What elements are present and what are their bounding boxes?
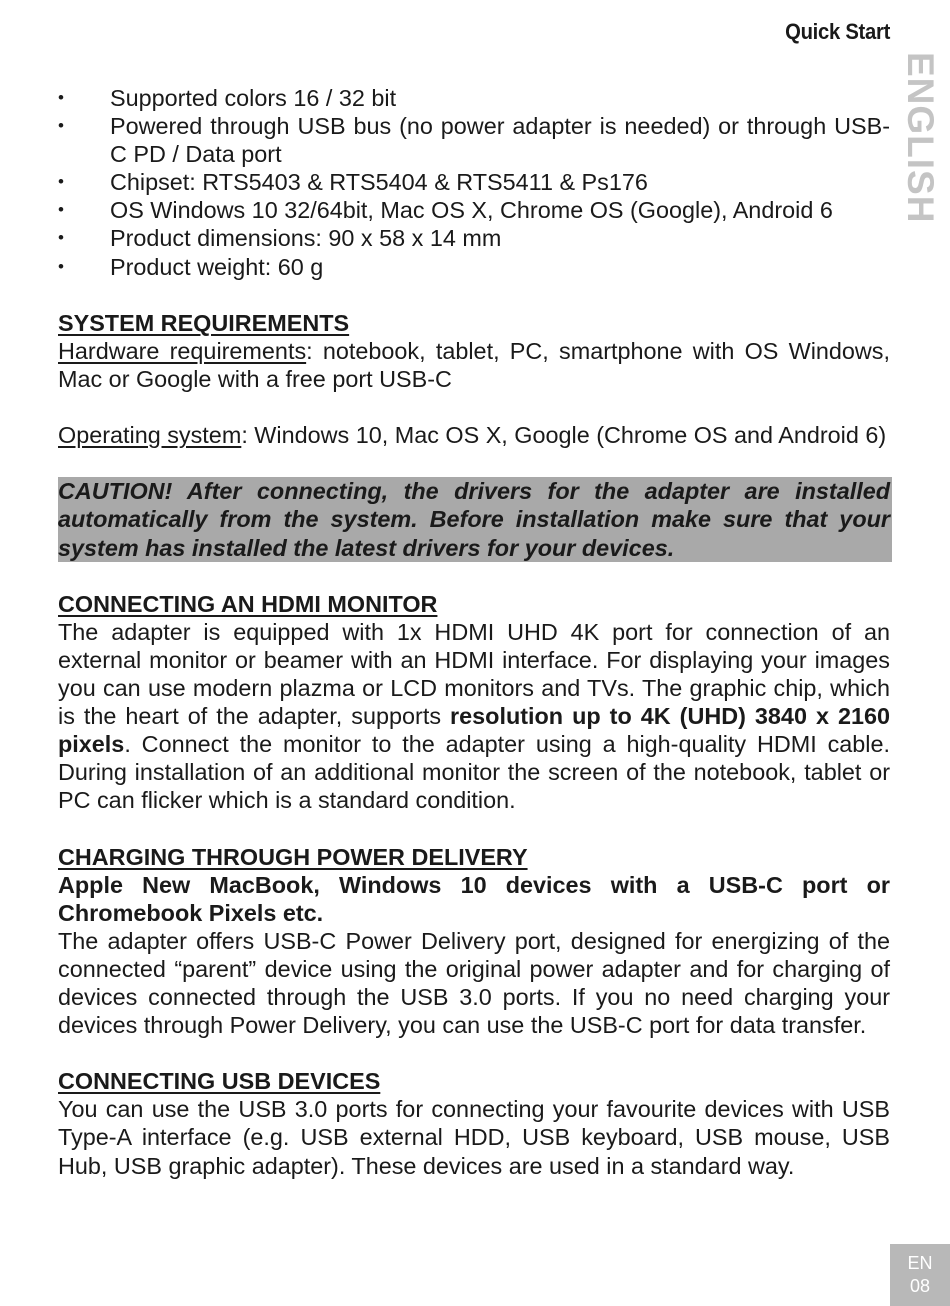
- spec-item-power: • Powered through USB bus (no power adapter is needed) or through USB-C PD / Data port: [58, 112, 890, 168]
- power-delivery-subheading: Apple New MacBook, Windows 10 devices with a USB-C port or Chromebook Pixels etc.: [58, 871, 890, 926]
- spec-item-colors: • Supported colors 16 / 32 bit: [58, 84, 890, 112]
- spacer: [58, 393, 890, 421]
- operating-system-text: : Windows 10, Mac OS X, Google (Chrome OS and Android 6): [241, 422, 887, 449]
- operating-system-paragraph: [58, 421, 890, 449]
- hdmi-text-start: The adapter is equipped with 1x HDMI UHD 4K port for connection of an external monitor or beamer with an HDMI interface. For displaying your images you can use modern plazma or LCD monitors and TVs. The graphic chip, which is the heart of the adapter, supports: [58, 618, 890, 730]
- spacer: [58, 562, 890, 590]
- caution-box: [58, 477, 892, 561]
- language-side-label: ENGLISH: [900, 52, 941, 224]
- hdmi-heading: CONNECTING AN HDMI MONITOR: [58, 590, 438, 617]
- spec-item-weight: • Product weight: 60 g: [58, 253, 890, 281]
- spacer: [58, 814, 890, 842]
- usb-devices-paragraph: You can use the USB 3.0 ports for connecting your favourite devices with USB Type-A interface (e.g. USB external HDD, USB keyboard, USB mouse, USB Hub, USB graphic adapter). These devices are used in a standard way.: [58, 1096, 890, 1179]
- page-header-title: Quick Start: [785, 19, 890, 44]
- usb-devices-heading: CONNECTING USB DEVICES: [58, 1068, 381, 1095]
- hardware-requirements-text: : notebook, tablet, PC, smartphone with OS Windows, Mac or Google with a free port USB-C: [58, 337, 890, 392]
- spacer: [58, 449, 890, 477]
- hardware-requirements-label: Hardware requirements: [58, 337, 307, 364]
- power-delivery-heading: CHARGING THROUGH POWER DELIVERY: [58, 843, 528, 870]
- caution-text: CAUTION! After connecting, the drivers for the adapter are installed automatically from the system. Before installation make sure that your system has installed the latest drivers for your devices.: [58, 478, 890, 561]
- hdmi-text-end: . Connect the monitor to the adapter using a high-quality HDMI cable. During installation of an additional monitor the screen of the notebook, tablet or PC can flicker which is a standard condition.: [58, 731, 890, 814]
- spec-item-chipset: • Chipset: RTS5403 & RTS5404 & RTS5411 & Ps176: [58, 168, 890, 196]
- spec-item-os: • OS Windows 10 32/64bit, Mac OS X, Chrome OS (Google), Android 6: [58, 196, 890, 224]
- document-body: [58, 84, 890, 1180]
- specification-list: [58, 84, 890, 281]
- page-lang-code: EN: [907, 1253, 933, 1273]
- page-number: 08: [909, 1276, 931, 1296]
- spacer: [58, 1039, 890, 1067]
- hardware-requirements-paragraph: [58, 337, 890, 393]
- system-requirements-heading: SYSTEM REQUIREMENTS: [58, 309, 350, 336]
- hdmi-paragraph: [58, 618, 890, 815]
- operating-system-label: Operating system: [58, 422, 242, 449]
- hdmi-resolution-bold: resolution up to 4K (UHD) 3840 x 2160 pixels: [58, 703, 890, 758]
- power-delivery-paragraph: The adapter offers USB-C Power Delivery port, designed for energizing of the connected “parent” device using the original power adapter and for charging of devices connected through the USB 3.0 ports. If you no need charging your devices through Power Delivery, you can use the USB-C port for data transfer.: [58, 927, 890, 1039]
- page-number-tab: [890, 1244, 950, 1306]
- spec-item-dimensions: • Product dimensions: 90 x 58 x 14 mm: [58, 224, 890, 252]
- spacer: [58, 281, 890, 309]
